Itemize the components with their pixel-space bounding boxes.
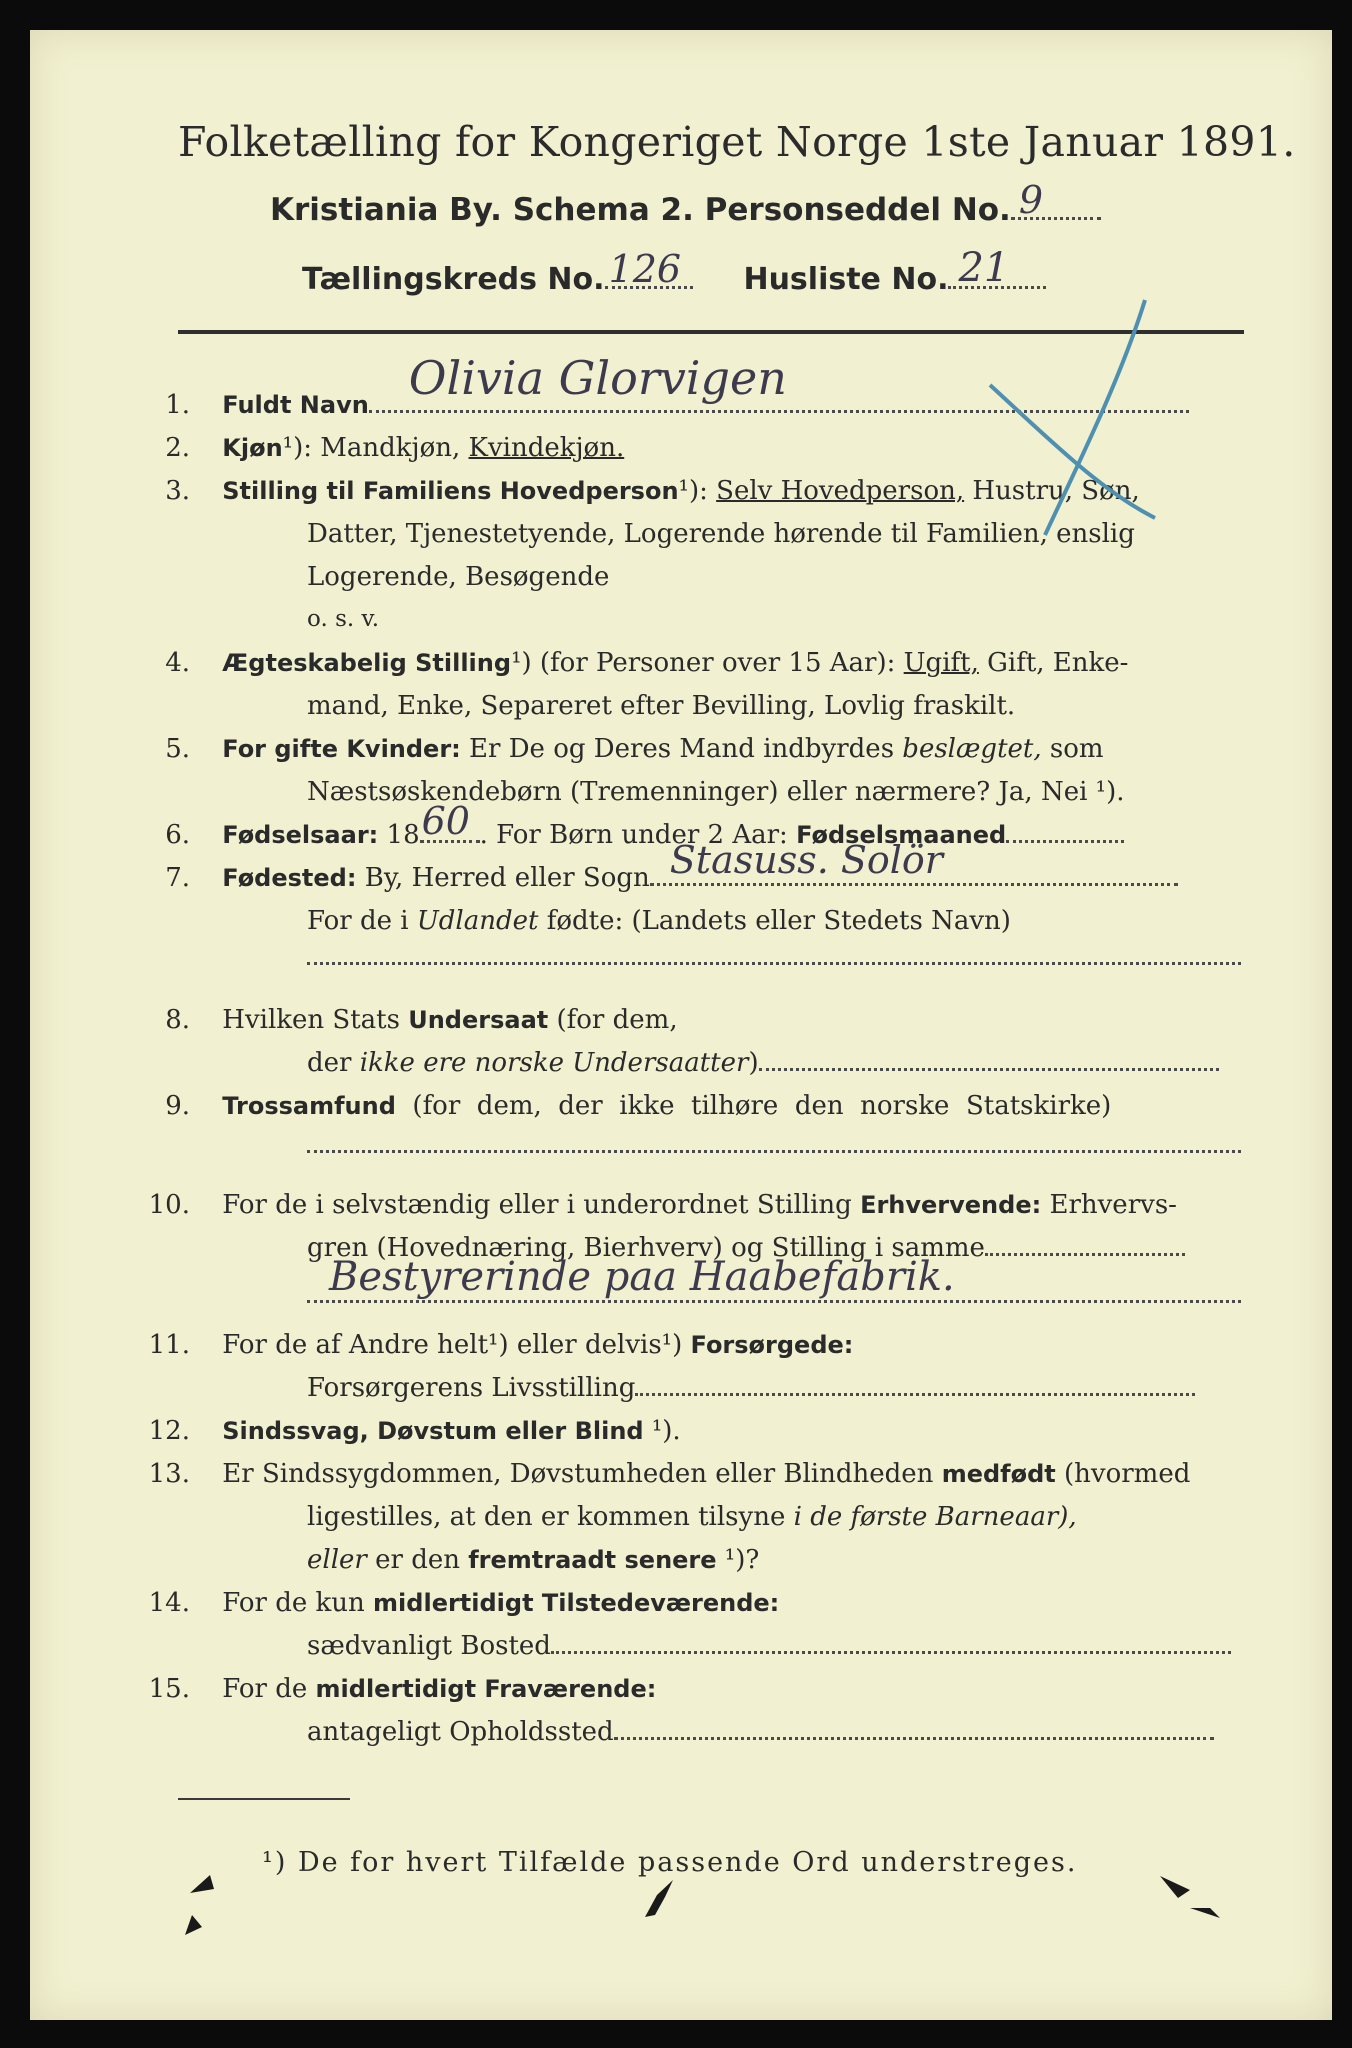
q7-number: 7.	[165, 863, 190, 893]
husliste-label: Husliste No.	[743, 262, 949, 297]
q7-label: Fødested:	[222, 864, 357, 892]
q15-line2-text: antageligt Opholdssted	[307, 1717, 614, 1747]
q11-row	[130, 1330, 853, 1360]
q3-sup: ¹):	[678, 476, 708, 506]
q1-answer: Olivia Glorvigen	[408, 351, 787, 405]
q4-label: Ægteskabelig Stilling	[222, 649, 512, 677]
q13-row	[130, 1459, 1190, 1489]
q13-line3-label: fremtraadt senere	[468, 1546, 717, 1574]
q3-option-selv: Selv Hovedperson,	[716, 476, 965, 506]
q7-foreign-field	[307, 962, 1241, 965]
q13-line3-c: ¹)?	[716, 1545, 760, 1575]
q4-text-c: Gift, Enke-	[978, 648, 1129, 678]
q5-text-c: som	[1041, 734, 1104, 764]
q1-label: Fuldt Navn	[222, 391, 369, 419]
census-form-sheet	[30, 30, 1332, 2020]
q14-field	[551, 1650, 1231, 1654]
corner-mark-right	[1150, 1868, 1230, 1928]
schema-line-text: Kristiania By. Schema 2. Personseddel No.	[270, 192, 1011, 228]
q6-year: 60	[421, 799, 470, 843]
q8-line2-b: ikke ere norske Undersaatter	[359, 1048, 749, 1078]
q10-field-a	[985, 1252, 1185, 1256]
q10-line2-text: gren (Hovednæring, Bierhverv) og Stilling i samme	[307, 1233, 985, 1263]
footnote-rule	[178, 1798, 350, 1800]
q13-text-b: (hvormed	[1055, 1459, 1191, 1489]
kreds-field	[605, 247, 693, 291]
form-title: Folketælling for Kongeriget Norge 1ste Januar 1891.	[178, 118, 1296, 166]
q11-text-a: For de af Andre helt¹) eller delvis¹)	[222, 1330, 691, 1360]
q8-line2-c: )	[748, 1048, 759, 1078]
q8-row	[130, 1005, 678, 1035]
q3-number: 3.	[165, 476, 190, 506]
q4-row	[130, 648, 1128, 678]
q15-text-a: For de	[222, 1674, 316, 1704]
q5-label: For gifte Kvinder:	[222, 735, 461, 763]
q13-number: 13.	[148, 1459, 190, 1489]
q7-field	[650, 838, 1178, 886]
q7-line2-b: Udlandet	[416, 906, 539, 936]
q5-text-a: Er De og Deres Mand indbyrdes	[469, 734, 903, 764]
q14-text-a: For de kun	[222, 1588, 374, 1618]
q10-number: 10.	[148, 1190, 190, 1220]
q10-text-a: For de i selvstændig eller i underordnet Stilling	[222, 1190, 861, 1220]
q11-label: Forsørgede:	[690, 1331, 854, 1359]
q10-field-b	[307, 1254, 1241, 1303]
q5-text-b: beslægtet,	[902, 734, 1042, 764]
q6-label: Fødselsaar:	[222, 821, 379, 849]
personseddel-field	[1011, 178, 1101, 222]
kreds-number: 126	[608, 247, 682, 291]
q5-number: 5.	[165, 734, 190, 764]
q7-line2-c: fødte: (Landets eller Stedets Navn)	[538, 906, 1011, 936]
q13-text-a: Er Sindssygdommen, Døvstumheden eller Blindheden	[222, 1459, 942, 1489]
q11-field	[635, 1392, 1195, 1396]
q13-line3	[307, 1545, 759, 1575]
q2-row	[130, 433, 624, 463]
q13-line3-b: er den	[366, 1545, 469, 1575]
q10-answer: Bestyrerinde paa Haabefabrik.	[329, 1254, 955, 1300]
q4-line2: mand, Enke, Separeret efter Bevilling, Lovlig fraskilt.	[307, 691, 1016, 721]
q8-field	[759, 1067, 1219, 1071]
kreds-line	[302, 245, 1046, 297]
q10-label: Erhvervende:	[860, 1191, 1042, 1219]
q12-label: Sindssvag, Døvstum eller Blind	[222, 1417, 644, 1445]
q9-field	[307, 1150, 1241, 1153]
q9-text-a: (for dem, der ikke tilhøre den norske Statskirke)	[395, 1091, 1112, 1121]
q7-row	[130, 838, 1178, 893]
q4-text-a: (for Personer over 15 Aar):	[539, 648, 904, 678]
q9-number: 9.	[165, 1091, 190, 1121]
q6-row	[130, 799, 1124, 850]
husliste-number: 21	[958, 245, 1010, 291]
q1-number: 1.	[165, 390, 190, 420]
q8-line2-a: der	[307, 1048, 360, 1078]
q6-text-a: 18	[378, 820, 420, 850]
q7-text-a: By, Herred eller Sogn	[356, 863, 650, 893]
q4-option-ugift: Ugift,	[903, 648, 979, 678]
q15-field	[614, 1736, 1214, 1740]
q15-line2	[307, 1717, 1214, 1747]
q11-line2	[307, 1373, 1195, 1403]
q4-sup: ¹)	[511, 648, 532, 678]
q15-row	[130, 1674, 656, 1704]
q15-number: 15.	[148, 1674, 190, 1704]
pencil-stroke-1	[1045, 300, 1145, 535]
personseddel-number: 9	[1018, 178, 1044, 222]
q3-line2: Datter, Tjenestetyende, Logerende hørende til Familien, enslig	[307, 519, 1135, 549]
q6-number: 6.	[165, 820, 190, 850]
q5-row	[130, 734, 1104, 764]
q15-label: midlertidigt Fraværende:	[315, 1675, 657, 1703]
q2-option-kvindekjon: Kvindekjøn.	[468, 433, 625, 463]
q7-answer: Stasuss. Solör	[669, 838, 943, 882]
q2-label: Kjøn	[222, 434, 283, 462]
q13-line3-a: eller	[307, 1545, 367, 1575]
pencil-cross-mark	[970, 290, 1210, 550]
q14-number: 14.	[148, 1588, 190, 1618]
q8-line2	[307, 1048, 1219, 1078]
q12-row	[130, 1416, 681, 1446]
q5-line2: Næstsøskendebørn (Tremenninger) eller nærmere? Ja, Nei ¹).	[307, 777, 1125, 807]
q9-label: Trossamfund	[222, 1092, 396, 1120]
pencil-stroke-2	[990, 385, 1155, 518]
q3-label: Stilling til Familiens Hovedperson	[222, 477, 679, 505]
q13-line2-a: ligestilles, at den er kommen tilsyne	[307, 1502, 794, 1532]
q14-label: midlertidigt Tilstedeværende:	[373, 1589, 780, 1617]
schema-line	[270, 178, 1101, 228]
q13-line2	[307, 1502, 1077, 1532]
corner-mark-center	[635, 1875, 685, 1925]
q6-month-field	[1006, 839, 1124, 843]
q6-year-field	[420, 799, 480, 843]
q8-text-a: Hvilken Stats	[222, 1005, 409, 1035]
q3-options-rest: Hustru, Søn,	[972, 476, 1140, 506]
q2-option-mandkjon: Mandkjøn,	[320, 433, 469, 463]
q3-line4: o. s. v.	[307, 606, 380, 632]
q8-number: 8.	[165, 1005, 190, 1035]
q10-text-b: Erhvervs-	[1041, 1190, 1177, 1220]
q7-line2-a: For de i	[307, 906, 417, 936]
q14-line2	[307, 1631, 1231, 1661]
q8-label: Undersaat	[408, 1006, 549, 1034]
q2-sup: ¹):	[282, 433, 312, 463]
husliste-field	[948, 245, 1046, 291]
q11-line2-text: Forsørgerens Livsstilling	[307, 1373, 636, 1403]
corner-mark-left	[180, 1865, 240, 1945]
q12-number: 12.	[148, 1416, 190, 1446]
q8-text-b: (for dem,	[548, 1005, 678, 1035]
q13-label: medfødt	[941, 1460, 1056, 1488]
q12-text-a: ¹).	[643, 1416, 681, 1446]
q7-line2	[307, 906, 1011, 936]
kreds-label: Tællingskreds No.	[302, 262, 605, 297]
q11-number: 11.	[148, 1330, 190, 1360]
q3-line3: Logerende, Besøgende	[307, 562, 610, 592]
q9-row	[130, 1091, 1111, 1121]
q6-text-b: . For Børn under 2 Aar:	[479, 820, 797, 850]
q6-label2: Fødselsmaaned	[796, 821, 1007, 849]
q14-line2-text: sædvanligt Bosted	[307, 1631, 551, 1661]
footnote: ¹) De for hvert Tilfælde passende Ord understreges.	[262, 1847, 1078, 1878]
q10-row	[130, 1190, 1177, 1220]
q13-line2-b: i de første Barneaar),	[793, 1502, 1077, 1532]
q4-number: 4.	[165, 648, 190, 678]
q14-row	[130, 1588, 779, 1618]
q2-number: 2.	[165, 433, 190, 463]
